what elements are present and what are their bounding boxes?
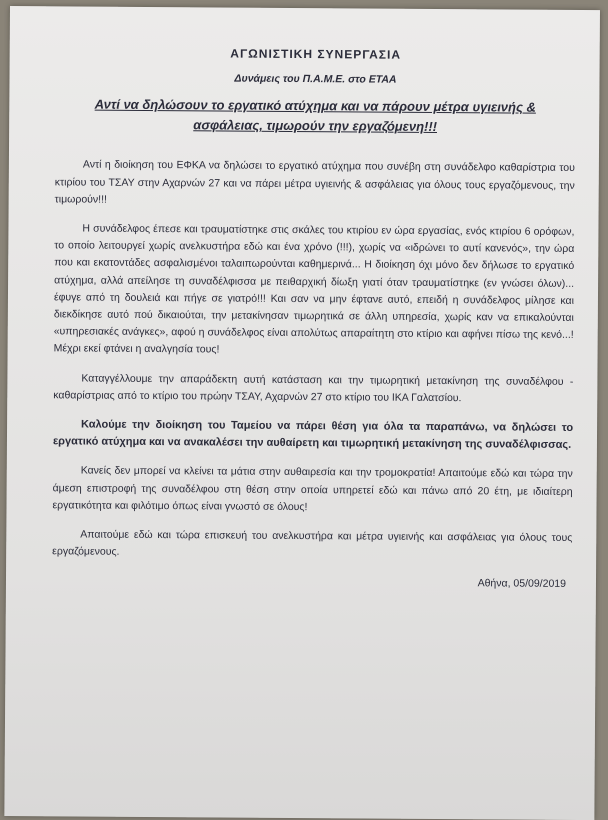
leaflet-sheet <box>4 6 600 820</box>
paragraph-demand-repair: Απαιτούμε εδώ και τώρα επισκευή του ανελκυστήρα και μέτρα υγιεινής και ασφάλειας για όλους τους εργαζόμενους. <box>52 528 573 559</box>
leaflet-content <box>52 44 576 593</box>
headline: Αντί να δηλώσουν το εργατικό ατύχημα και να πάρουν μέτρα υγιεινής & ασφάλειας, τιμωρούν την εργαζόμενη!!! <box>94 97 536 135</box>
date-signature: Αθήνα, 05/09/2019 <box>477 577 567 591</box>
paragraph-incident: Η συνάδελφος έπεσε και τραυματίστηκε στις σκάλες του κτιρίου εν ώρα εργασίας, ενός κτιρίου 6 ορόφων, το οποίο λειτουργεί χωρίς ανελκυστήρα εδώ και ένα χρόνο (!!!), χωρίς να «ιδρώνει το αυτί κανενός», την ώρα που και εκατοντάδες ασφαλισμένοι ταλαιπωρούνται καθημερινά... Η διοίκηση όχι μόνο δεν δήλωσε το εργατικό ατύχημα, αλλά απείλησε τη συναδέλφισσα με πειθαρχική δίωξη γιατί όταν τραυματίστηκε (εν γνώσει όλων)... έφυγε από τη δουλειά και πήγε σε γιατρό!!! Και σαν να μην έφτανε αυτό, επειδή η συνάδελφος μίλησε και διεκδίκησε αυτό πού δικαιούται, την μετακίνησαν τιμωρητικά σε άλλη υπηρεσία, χωρίς καν να επικαλούνται «υπηρεσιακές ανάγκες», αφού η συνάδελφος είναι απολύτως απαραίτητη στο κτίριο και αφήνει πίσω της κενό...! Μέχρι εκεί φτάνει η αναλγησία τους! <box>53 222 575 356</box>
paragraph-demand-return: Κανείς δεν μπορεί να κλείνει τα μάτια στην αυθαιρεσία και την τρομοκρατία! Απαιτούμε εδώ και τώρα την άμεση επιστροφή της συναδέλφου στη θέση στην οποία υπηρετεί εδώ και πάνω από 20 έτη, με ιδιαίτερη εργατικότητα και φιλότιμο όπως είναι γνωστό σε όλους! <box>52 464 573 513</box>
paragraph-intro: Αντί η διοίκηση του ΕΦΚΑ να δηλώσει το εργατικό ατύχημα που συνέβη στη συνάδελφο καθαρίστρια του κτιρίου του ΤΣΑΥ στην Αχαρνών 27 και να πάρει μέτρα υγιεινής & ασφάλειας για όλους τους εργαζόμενους, την τιμωρούν!!! <box>54 158 575 206</box>
organization-subtitle: Δυνάμεις του Π.Α.Μ.Ε. στο ΕΤΑΑ <box>234 72 397 86</box>
paragraph-call-to-action: Καλούμε την διοίκηση του Ταμείου να πάρει θέση για όλα τα παραπάνω, να δηλώσει το εργατικό ατύχημα και να ανακαλέσει την αυθαίρετη και τιμωρητική μετακίνηση της συναδέλφισσας. <box>52 418 574 452</box>
paragraph-denounce: Καταγγέλλουμε την απαράδεκτη αυτή κατάσταση και την τιμωρητική μετακίνηση της συναδέλφου - καθαρίστριας από το κτίριο του πρώην ΤΣΑΥ, Αχαρνών 27 στο κτίριο του ΙΚΑ Γαλατσίου. <box>53 372 574 405</box>
organization-title: ΑΓΩΝΙΣΤΙΚΗ ΣΥΝΕΡΓΑΣΙΑ <box>230 46 402 62</box>
